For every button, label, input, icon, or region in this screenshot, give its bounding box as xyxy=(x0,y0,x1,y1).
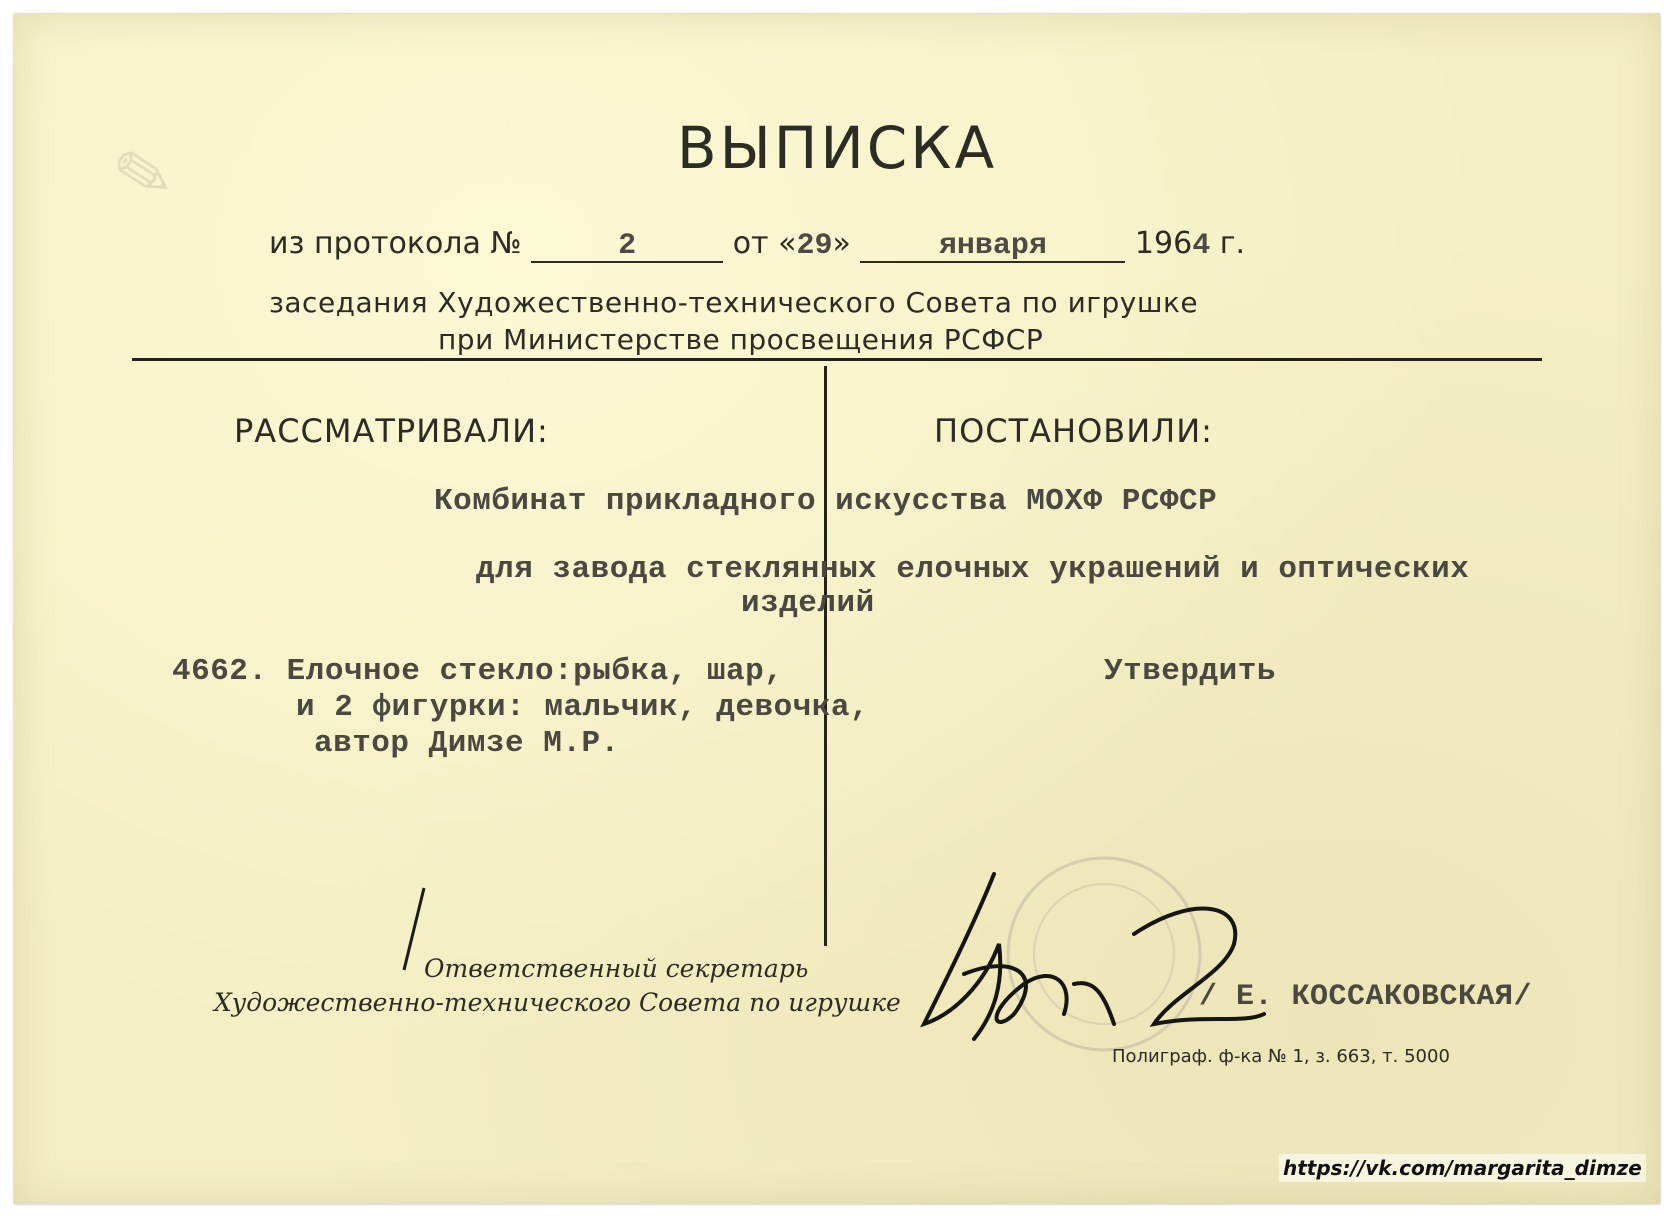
role-line-2: Художественно-технического Совета по игрушке xyxy=(214,988,901,1017)
role-line-1: Ответственный секретарь xyxy=(424,954,809,983)
item-line-2: и 2 фигурки: мальчик, девочка, xyxy=(296,690,870,725)
purpose-line-1: для завода стеклянных елочных украшений и оптических xyxy=(476,552,1470,587)
meeting-line-1: заседания Художественно-технического Совета по игрушке xyxy=(269,286,1199,319)
pencil-mark: ✎ xyxy=(106,128,181,222)
signer-name: / Е. КОССАКОВСКАЯ/ xyxy=(1199,980,1533,1014)
protocol-prefix: из протокола № xyxy=(269,226,522,261)
date-quote-open: « xyxy=(778,226,797,261)
year-unit: г. xyxy=(1219,226,1246,261)
column-divider xyxy=(824,366,827,946)
meeting-line-2: при Министерстве просвещения РСФСР xyxy=(438,323,1044,356)
item-line-3: автор Димзе М.Р. xyxy=(314,726,620,761)
protocol-line xyxy=(269,226,1245,263)
protocol-number: 2 xyxy=(618,229,637,263)
organization-text: Комбинат прикладного искусства МОХФ РСФСР xyxy=(434,484,1218,519)
source-watermark: https://vk.com/margarita_dimze xyxy=(1279,1154,1646,1182)
protocol-number-field xyxy=(531,229,723,263)
date-quote-close: » xyxy=(832,226,851,261)
left-column-header: РАССМАТРИВАЛИ: xyxy=(234,412,549,450)
document-title: ВЫПИСКА xyxy=(676,114,998,182)
year-prefix: 196 xyxy=(1134,226,1193,261)
date-from-label: от xyxy=(732,226,769,261)
printer-imprint: Полиграф. ф-ка № 1, з. 663, т. 5000 xyxy=(1112,1046,1450,1067)
purpose-line-2: изделий xyxy=(741,586,875,621)
date-month-field xyxy=(860,229,1125,263)
year-suffix: 4 xyxy=(1192,229,1211,263)
right-column-header: ПОСТАНОВИЛИ: xyxy=(934,412,1213,450)
handwritten-signature xyxy=(904,864,1314,1054)
date-day: 29 xyxy=(796,229,833,263)
document-sheet xyxy=(14,14,1660,1204)
decision-text: Утвердить xyxy=(1104,654,1276,689)
item-line-1: 4662. Елочное стекло:рыбка, шар, xyxy=(172,654,784,689)
date-month: января xyxy=(938,229,1047,263)
header-divider xyxy=(132,358,1542,361)
